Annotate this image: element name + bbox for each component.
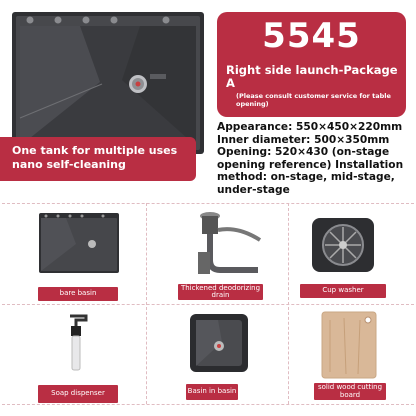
- spec-inner-diameter: Inner diameter: 500×350mm: [217, 133, 390, 146]
- grid-separator-right: [288, 203, 289, 404]
- consult-note: (Please consult customer service for table opening): [236, 92, 391, 108]
- cup-washer-icon: [306, 216, 380, 274]
- item-label-cutting-board: solid wood cutting board: [314, 383, 386, 400]
- grid-divider-middle: [2, 304, 414, 305]
- basin-icon: [188, 312, 250, 374]
- model-number: 5545: [262, 16, 361, 56]
- spec-appearance: Appearance: 550×450×220mm: [217, 121, 403, 133]
- item-label-cup-washer: Cup washer: [300, 284, 386, 298]
- model-card: [217, 12, 406, 117]
- grid-separator-left: [146, 203, 147, 404]
- feature-banner: [0, 137, 196, 181]
- cutting-board-icon: [320, 310, 378, 380]
- sink-icon: [38, 212, 120, 274]
- feature-banner-text: One tank for multiple uses nano self-cleaning: [12, 144, 178, 171]
- grid-divider-bottom: [2, 404, 414, 405]
- item-label-drain: Thickened deodorizing drain: [178, 284, 263, 300]
- hero-sink-image: [10, 10, 206, 156]
- variant-title: Right side launch-Package A: [226, 63, 398, 90]
- item-label-basin-in-basin: Basin in basin: [186, 384, 238, 400]
- grid-divider-top: [2, 203, 414, 204]
- item-label-bare-basin: bare basin: [38, 287, 118, 301]
- item-label-soap-dispenser: Soap dispenser: [38, 385, 118, 403]
- soap-dispenser-icon: [62, 312, 92, 372]
- spec-list: [217, 121, 411, 196]
- spec-opening: Opening: 520×430 (on-stage opening reference) Installation method: on-stage, mid-stage, under-stage: [217, 146, 404, 196]
- drain-pipe-icon: [178, 210, 264, 278]
